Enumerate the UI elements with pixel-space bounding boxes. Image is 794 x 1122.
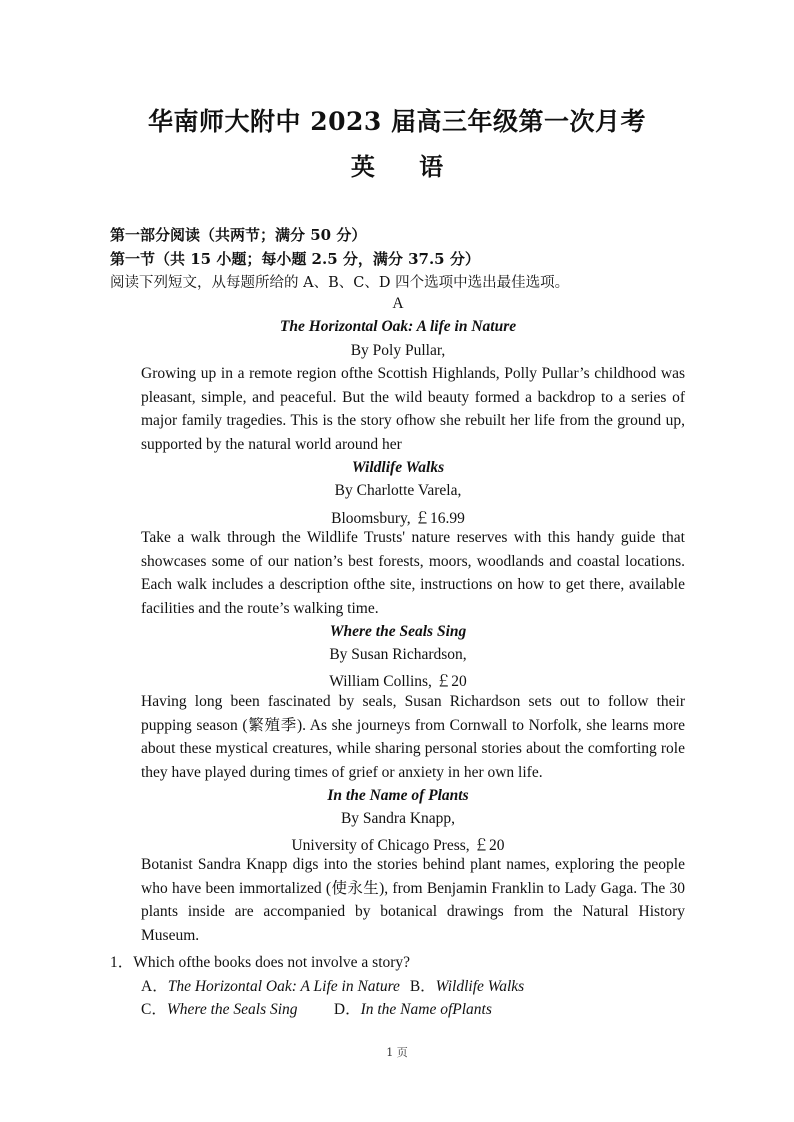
option-b[interactable] [410, 974, 524, 996]
book-description: Botanist Sandra Knapp digs into the stories behind plant names, exploring the people who have been immortalized (使永生), from Benjamin Franklin to Lady Gaga. The 30 plants inside are accompanied by botanical drawings from the Natural History Museum. [141, 856, 685, 944]
options-row-1 [141, 974, 524, 996]
page-number: 1 页 [386, 1046, 408, 1059]
book-publisher: Bloomsbury, ￡16.99 [331, 510, 465, 527]
option-a[interactable] [141, 974, 400, 996]
option-text: In the Name ofPlants [360, 1001, 492, 1018]
section-heading: 第一节（共 15 小题；每小题 2.5 分，满分 37.5 分） [110, 250, 480, 268]
option-text: Wildlife Walks [435, 978, 525, 995]
book-title: Wildlife Walks [351, 459, 445, 476]
option-text: The Horizontal Oak: A Life in Nature [167, 978, 400, 995]
book-byline: By Susan Richardson, [329, 646, 467, 663]
exam-title: 华南师大附中 2023 届高三年级第一次月考 [148, 107, 646, 136]
book-title: In the Name of Plants [327, 787, 469, 804]
option-letter: B． [409, 978, 436, 995]
subject-title: 英 语 [350, 152, 462, 181]
book-title: Where the Seals Sing [329, 623, 467, 640]
book-title: The Horizontal Oak: A life in Nature [279, 318, 517, 335]
option-letter: C． [141, 1001, 167, 1018]
book-byline: By Sandra Knapp, [340, 810, 456, 827]
question-stem: 1．Which ofthe books does not involve a story? [110, 954, 411, 971]
option-letter: D． [333, 1001, 361, 1018]
part-heading: 第一部分阅读（共两节；满分 50 分） [110, 226, 367, 244]
book-byline: By Charlotte Varela, [334, 482, 462, 499]
passage-letter: A [392, 295, 404, 312]
book-byline: By Poly Pullar, [350, 342, 446, 359]
instructions: 阅读下列短文，从每题所给的 A、B、C、D 四个选项中选出最佳选项。 [110, 275, 570, 291]
book-description: Having long been fascinated by seals, Susan Richardson sets out to follow their pupping season (繁殖季). As she journeys from Cornwall to Norfolk, she learns more about these mystical creatures, while sharing personal stories about the comforting role they have played during times of grief or anxiety in her own life. [141, 693, 685, 781]
option-c[interactable] [141, 997, 330, 1019]
option-d[interactable] [334, 997, 492, 1019]
book-publisher: William Collins, ￡20 [329, 673, 467, 690]
option-text: Where the Seals Sing [166, 1001, 298, 1018]
book-description: Growing up in a remote region ofthe Scottish Highlands, Polly Pullar’s childhood was pleasant, simple, and peaceful. But the wild beauty formed a backdrop to a series of major family tragedies. This is the story ofhow she rebuilt her life from the ground up, supported by the natural world around her [141, 365, 685, 453]
option-letter: A． [141, 978, 168, 995]
options-row-2 [141, 997, 492, 1019]
book-description: Take a walk through the Wildlife Trusts' nature reserves with this handy guide that showcases some of our nation’s best forests, moors, woodlands and coastal locations. Each walk includes a description ofthe site, instructions on how to get there, available facilities and the route’s walking time. [141, 529, 685, 617]
book-publisher: University of Chicago Press, ￡20 [291, 837, 505, 854]
